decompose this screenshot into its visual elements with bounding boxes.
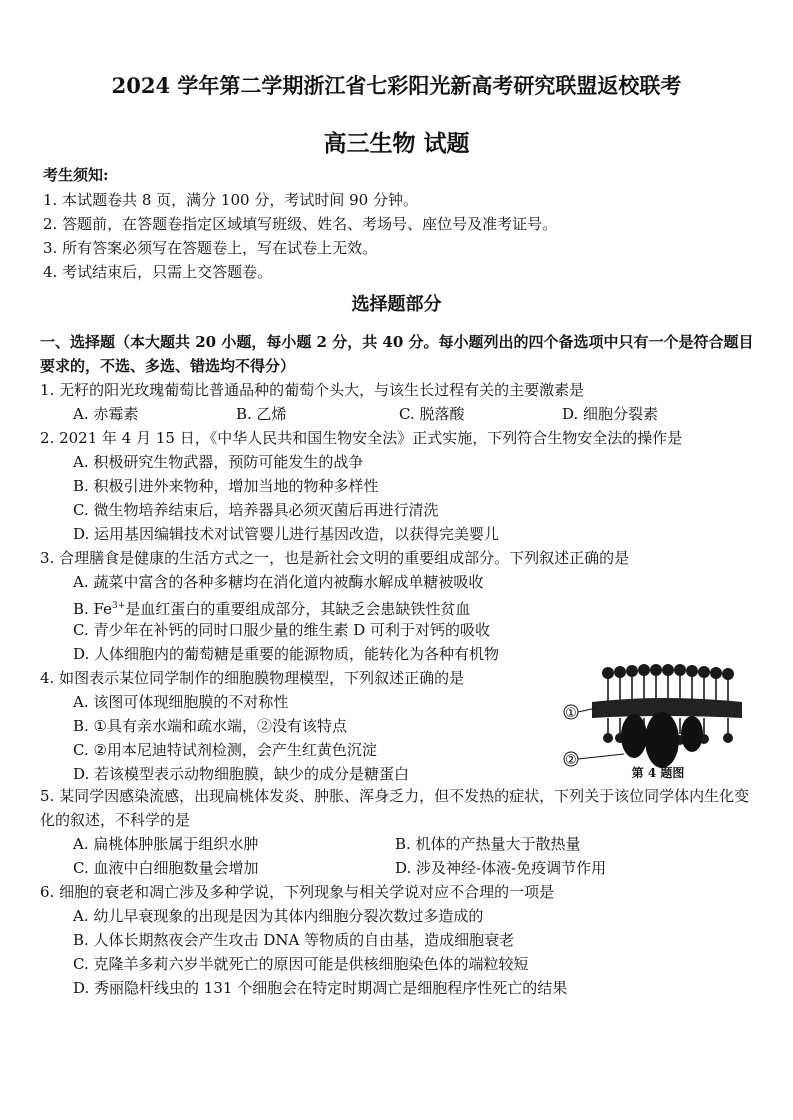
option-a: A. 积极研究生物武器，预防可能发生的战争: [73, 453, 364, 471]
question-2: [40, 426, 755, 546]
question-3: [40, 546, 755, 666]
question-stem: 2. 2021 年 4 月 15 日，《中华人民共和国生物安全法》正式实施，下列符合生物安全法的操作是: [40, 429, 683, 447]
option-b: B. 乙烯: [236, 405, 287, 423]
option-a: A. 该图可体现细胞膜的不对称性: [73, 693, 289, 711]
option-c: C. ②用本尼迪特试剂检测，会产生红黄色沉淀: [73, 741, 377, 759]
notice-item: 3. 所有答案必须写在答题卷上，写在试卷上无效。: [43, 239, 378, 257]
option-b-text: 是血红蛋白的重要组成部分，其缺乏会患缺铁性贫血: [125, 600, 471, 618]
option-d: D. 若该模型表示动物细胞膜，缺少的成分是糖蛋白: [73, 765, 410, 783]
option-c: C. 脱落酸: [399, 405, 465, 423]
question-6: [40, 880, 755, 1000]
option-b: B. 人体长期熬夜会产生攻击 DNA 等物质的自由基，造成细胞衰老: [73, 931, 515, 949]
option-b: [40, 594, 755, 618]
question-1: [40, 378, 755, 426]
option-d: D. 细胞分裂素: [562, 405, 659, 423]
option-c: C. 微生物培养结束后，培养器具必须灭菌后再进行清洗: [73, 501, 439, 519]
option-b: B. ①具有亲水端和疏水端，②没有该特点: [73, 717, 348, 735]
option-a: A. 扁桃体肿胀属于组织水肿: [73, 835, 259, 853]
option-a: A. 幼儿早衰现象的出现是因为其体内细胞分裂次数过多造成的: [73, 907, 484, 925]
option-b-prefix: B. Fe: [73, 600, 113, 618]
option-d: D. 运用基因编辑技术对试管婴儿进行基因改造，以获得完美婴儿: [73, 525, 500, 543]
iron-charge: 3+: [112, 601, 126, 611]
question-stem: 5. 某同学因感染流感，出现扁桃体发炎、肿胀、浑身乏力，但不发热的症状，下列关于该位同学体内生化变化的叙述，不科学的是: [40, 787, 750, 829]
option-c: C. 克隆羊多莉六岁半就死亡的原因可能是供核细胞染色体的端粒较短: [73, 955, 529, 973]
option-c: C. 血液中白细胞数量会增加: [73, 859, 259, 877]
notice-item: 4. 考试结束后，只需上交答题卷。: [43, 263, 273, 281]
question-stem: 3. 合理膳食是健康的生活方式之一，也是新社会文明的重要组成部分。下列叙述正确的是: [40, 549, 630, 567]
label-1: ①: [565, 706, 577, 721]
candidate-notice: [43, 162, 763, 284]
option-d: D. 涉及神经-体液-免疫调节作用: [395, 859, 607, 877]
section-intro: 一、选择题（本大题共 20 小题，每小题 2 分，共 40 分。每小题列出的四个备选项中只有一个是符合题目要求的，不选、多选、错选均不得分）: [40, 333, 754, 375]
option-b: B. 机体的产热量大于散热量: [395, 835, 581, 853]
option-a: A. 蔬菜中富含的各种多糖均在消化道内被酶水解成单糖被吸收: [73, 573, 484, 591]
option-c: C. 青少年在补钙的同时口服少量的维生素 D 可利于对钙的吸收: [73, 621, 491, 639]
question-stem: 1. 无籽的阳光玫瑰葡萄比普通品种的葡萄个头大，与该生长过程有关的主要激素是: [40, 381, 585, 399]
option-d: D. 秀丽隐杆线虫的 131 个细胞会在特定时期凋亡是细胞程序性死亡的结果: [73, 979, 568, 997]
section-title: 选择题部分: [351, 294, 442, 315]
option-a: A. 赤霉素: [73, 405, 139, 423]
question-stem: 4. 如图表示某位同学制作的细胞膜物理模型，下列叙述正确的是: [40, 669, 465, 687]
membrane-proteins: [621, 712, 703, 768]
question-5: [40, 784, 755, 880]
options-row: [40, 856, 755, 880]
label-2-pointer: [578, 754, 624, 759]
notice-item: 2. 答题前，在答题卷指定区域填写班级、姓名、考场号、座位号及准考证号。: [43, 215, 558, 233]
option-d: D. 人体细胞内的葡萄糖是重要的能源物质，能转化为各种有机物: [73, 645, 500, 663]
notice-item: 1. 本试题卷共 8 页，满分 100 分，考试时间 90 分钟。: [43, 191, 418, 209]
options-row: [40, 832, 755, 856]
options-row: [40, 402, 755, 426]
notice-heading: 考生须知:: [43, 166, 109, 184]
figure-caption: 第 4 题图: [631, 766, 685, 780]
label-2: ②: [565, 753, 577, 768]
question-stem: 6. 细胞的衰老和凋亡涉及多种学说，下列现象与相关学说对应不合理的一项是: [40, 883, 555, 901]
exam-title: 2024 学年第二学期浙江省七彩阳光新高考研究联盟返校联考: [111, 73, 682, 98]
exam-subtitle: 高三生物 试题: [323, 130, 470, 157]
option-b: B. 积极引进外来物种，增加当地的物种多样性: [73, 477, 379, 495]
